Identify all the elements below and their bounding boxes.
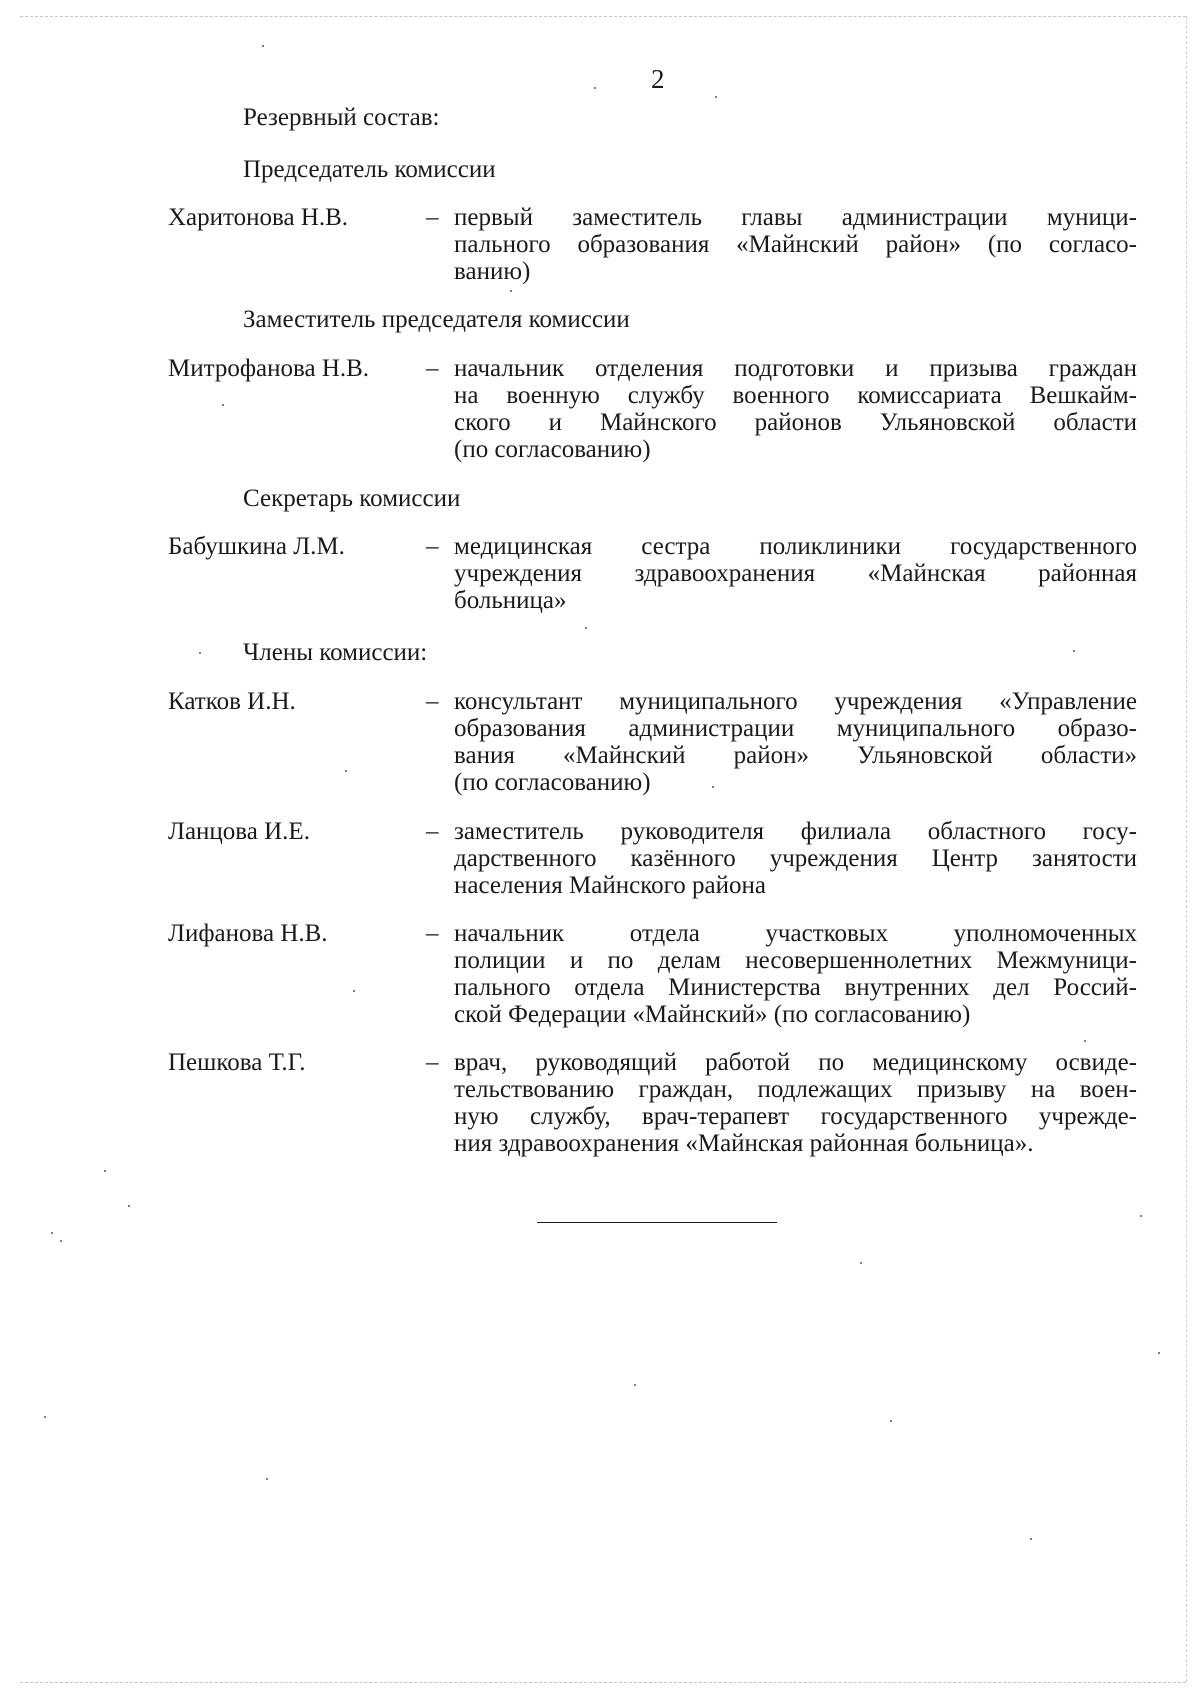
scan-speck <box>1073 650 1075 652</box>
position-line: полиции и по делам несовершеннолетних Межмуници- <box>454 947 1137 974</box>
member-name: Харитонова Н.В. <box>168 204 349 231</box>
scan-speck <box>44 1416 46 1418</box>
scan-speck <box>199 652 201 654</box>
member-entry <box>168 688 1137 796</box>
member-position <box>454 688 1137 796</box>
reserve-composition-heading: Резервный состав: <box>243 104 440 131</box>
scan-speck <box>222 404 224 406</box>
member-position <box>454 355 1137 463</box>
position-line: (по согласованию) <box>454 436 651 463</box>
scan-border-bottom <box>20 1682 1186 1683</box>
member-dash: – <box>426 355 439 382</box>
position-line: пального образования «Майнский район» (по согласо- <box>454 231 1137 258</box>
scan-speck <box>594 87 596 89</box>
position-line: ную службу, врач-терапевт государственного учрежде- <box>454 1103 1137 1130</box>
scan-speck <box>860 1262 862 1264</box>
position-line: образования администрации муниципального образо- <box>454 715 1137 742</box>
member-position <box>454 533 1137 614</box>
member-dash: – <box>426 204 439 231</box>
section-title-members: Члены комиссии: <box>243 639 428 666</box>
scan-speck <box>104 1170 106 1172</box>
position-line: вания «Майнский район» Ульяновской области» <box>454 742 1137 769</box>
position-line: дарственного казённого учреждения Центр занятости <box>454 845 1137 872</box>
page-number: 2 <box>651 64 665 94</box>
scan-speck <box>345 770 347 772</box>
position-line: ния здравоохранения «Майнская районная больница». <box>454 1130 1034 1157</box>
member-entry <box>168 1049 1137 1157</box>
scan-speck <box>353 990 355 992</box>
scan-speck <box>715 96 717 98</box>
section-title-deputy-chairman: Заместитель председателя комиссии <box>243 306 630 333</box>
position-line: ской Федерации «Майнский» (по согласованию) <box>454 1001 971 1028</box>
scan-border-top <box>20 16 1186 17</box>
position-line: заместитель руководителя филиала областного госу- <box>454 818 1137 845</box>
scan-speck <box>60 1240 62 1242</box>
scan-border-right <box>1186 16 1187 1682</box>
position-line: ского и Майнского районов Ульяновской области <box>454 409 1137 436</box>
member-entry <box>168 533 1137 614</box>
position-line: больница» <box>454 587 567 614</box>
position-line: населения Майнского района <box>454 872 766 899</box>
member-entry <box>168 204 1137 285</box>
scan-speck <box>1140 1215 1142 1217</box>
position-line: врач, руководящий работой по медицинскому освиде- <box>454 1049 1137 1076</box>
scan-speck <box>1030 1538 1032 1540</box>
scan-speck <box>510 290 512 292</box>
scan-speck <box>262 45 264 47</box>
scan-speck <box>890 1420 892 1422</box>
position-line: учреждения здравоохранения «Майнская районная <box>454 560 1137 587</box>
position-line: ванию) <box>454 258 531 285</box>
member-dash: – <box>426 920 439 947</box>
position-line: (по согласованию) <box>454 769 651 796</box>
member-name: Катков И.Н. <box>168 688 296 715</box>
member-dash: – <box>426 688 439 715</box>
position-line: консультант муниципального учреждения «Управление <box>454 688 1137 715</box>
member-position <box>454 818 1137 899</box>
scan-speck <box>585 627 587 629</box>
position-line: начальник отдела участковых уполномоченных <box>454 920 1137 947</box>
member-name: Ланцова И.Е. <box>168 818 310 845</box>
member-name: Лифанова Н.В. <box>168 920 328 947</box>
member-entry <box>168 920 1137 1028</box>
member-entry <box>168 355 1137 463</box>
member-name: Пешкова Т.Г. <box>168 1049 306 1076</box>
member-dash: – <box>426 533 439 560</box>
member-position <box>454 920 1137 1028</box>
scan-speck <box>1084 1040 1086 1042</box>
scan-speck <box>51 1232 53 1234</box>
member-name: Митрофанова Н.В. <box>168 355 370 382</box>
position-line: на военную службу военного комиссариата Вешкайм- <box>454 382 1137 409</box>
scan-speck <box>266 1478 268 1480</box>
position-line: первый заместитель главы администрации муници- <box>454 204 1137 231</box>
position-line: начальник отделения подготовки и призыва граждан <box>454 355 1137 382</box>
scan-speck <box>1158 1352 1160 1354</box>
scan-speck <box>128 1205 130 1207</box>
position-line: медицинская сестра поликлиники государственного <box>454 533 1137 560</box>
section-title-secretary: Секретарь комиссии <box>243 485 461 512</box>
member-position <box>454 1049 1137 1157</box>
member-position <box>454 204 1137 285</box>
position-line: пального отдела Министерства внутренних дел Россий- <box>454 974 1137 1001</box>
scan-speck <box>634 1384 636 1386</box>
scan-speck <box>712 786 714 788</box>
position-line: тельствованию граждан, подлежащих призыву на воен- <box>454 1076 1137 1103</box>
member-name: Бабушкина Л.М. <box>168 533 345 560</box>
section-title-chairman: Председатель комиссии <box>243 156 496 183</box>
closing-rule <box>537 1222 777 1223</box>
member-dash: – <box>426 1049 439 1076</box>
member-dash: – <box>426 818 439 845</box>
member-entry <box>168 818 1137 899</box>
